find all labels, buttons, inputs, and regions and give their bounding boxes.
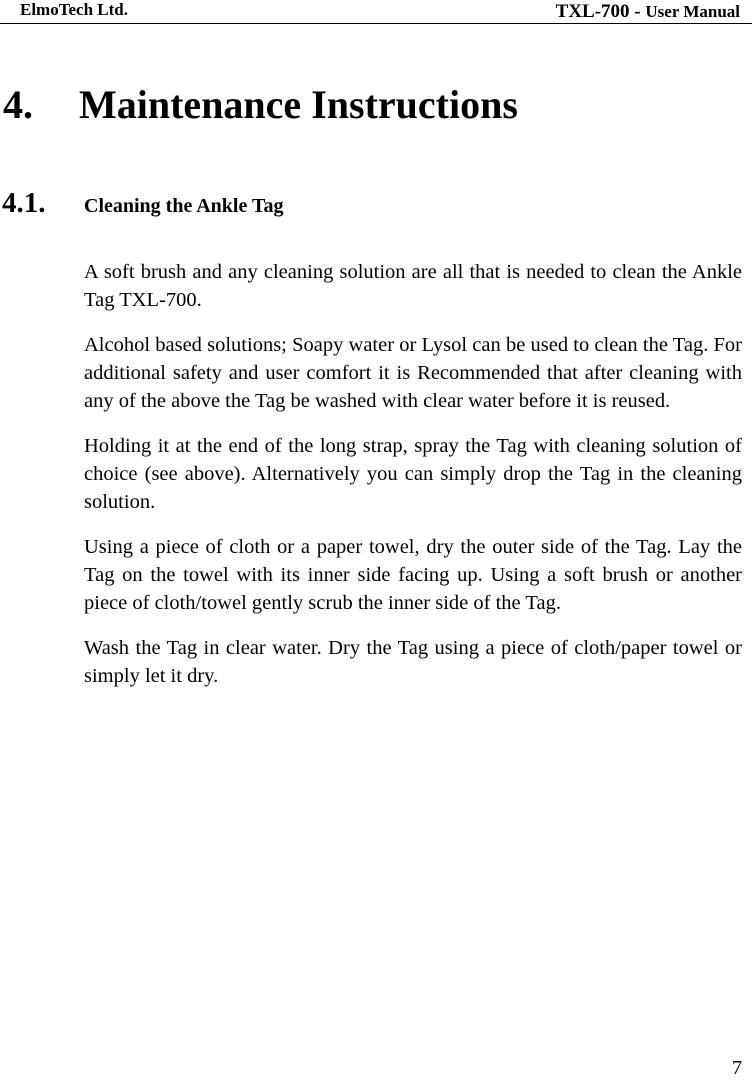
paragraph: Holding it at the end of the long strap, spray the Tag with cleaning solution of choice (see above). Alternatively you can simply drop the Tag in the cleaning solution. xyxy=(84,435,742,513)
page-number: 7 xyxy=(732,1057,742,1079)
document-title xyxy=(556,2,740,22)
body-text xyxy=(84,258,742,707)
company-name: ElmoTech Ltd. xyxy=(20,0,129,19)
subsection-title: Cleaning the Ankle Tag xyxy=(84,195,284,217)
paragraph: Wash the Tag in clear water. Dry the Tag using a piece of cloth/paper towel or simply let it dry. xyxy=(84,637,742,687)
product-name: TXL-700 - xyxy=(555,1,646,22)
paragraph: Using a piece of cloth or a paper towel, dry the outer side of the Tag. Lay the Tag on the towel with its inner side facing up. Using a soft brush or another piece of cloth/towel gently scrub the inner side of the Tag. xyxy=(84,536,742,614)
page-header xyxy=(0,0,752,24)
paragraph: A soft brush and any cleaning solution are all that is needed to clean the Ankle Tag TXL-700. xyxy=(84,261,742,311)
section-number: 4. xyxy=(3,82,33,127)
subsection-number: 4.1. xyxy=(2,187,46,219)
manual-label: User Manual xyxy=(645,2,740,21)
section-title: Maintenance Instructions xyxy=(79,82,518,127)
paragraph: Alcohol based solutions; Soapy water or Lysol can be used to clean the Tag. For additional safety and user comfort it is Recommended that after cleaning with any of the above the Tag be washed with clear water before it is reused. xyxy=(84,334,742,412)
